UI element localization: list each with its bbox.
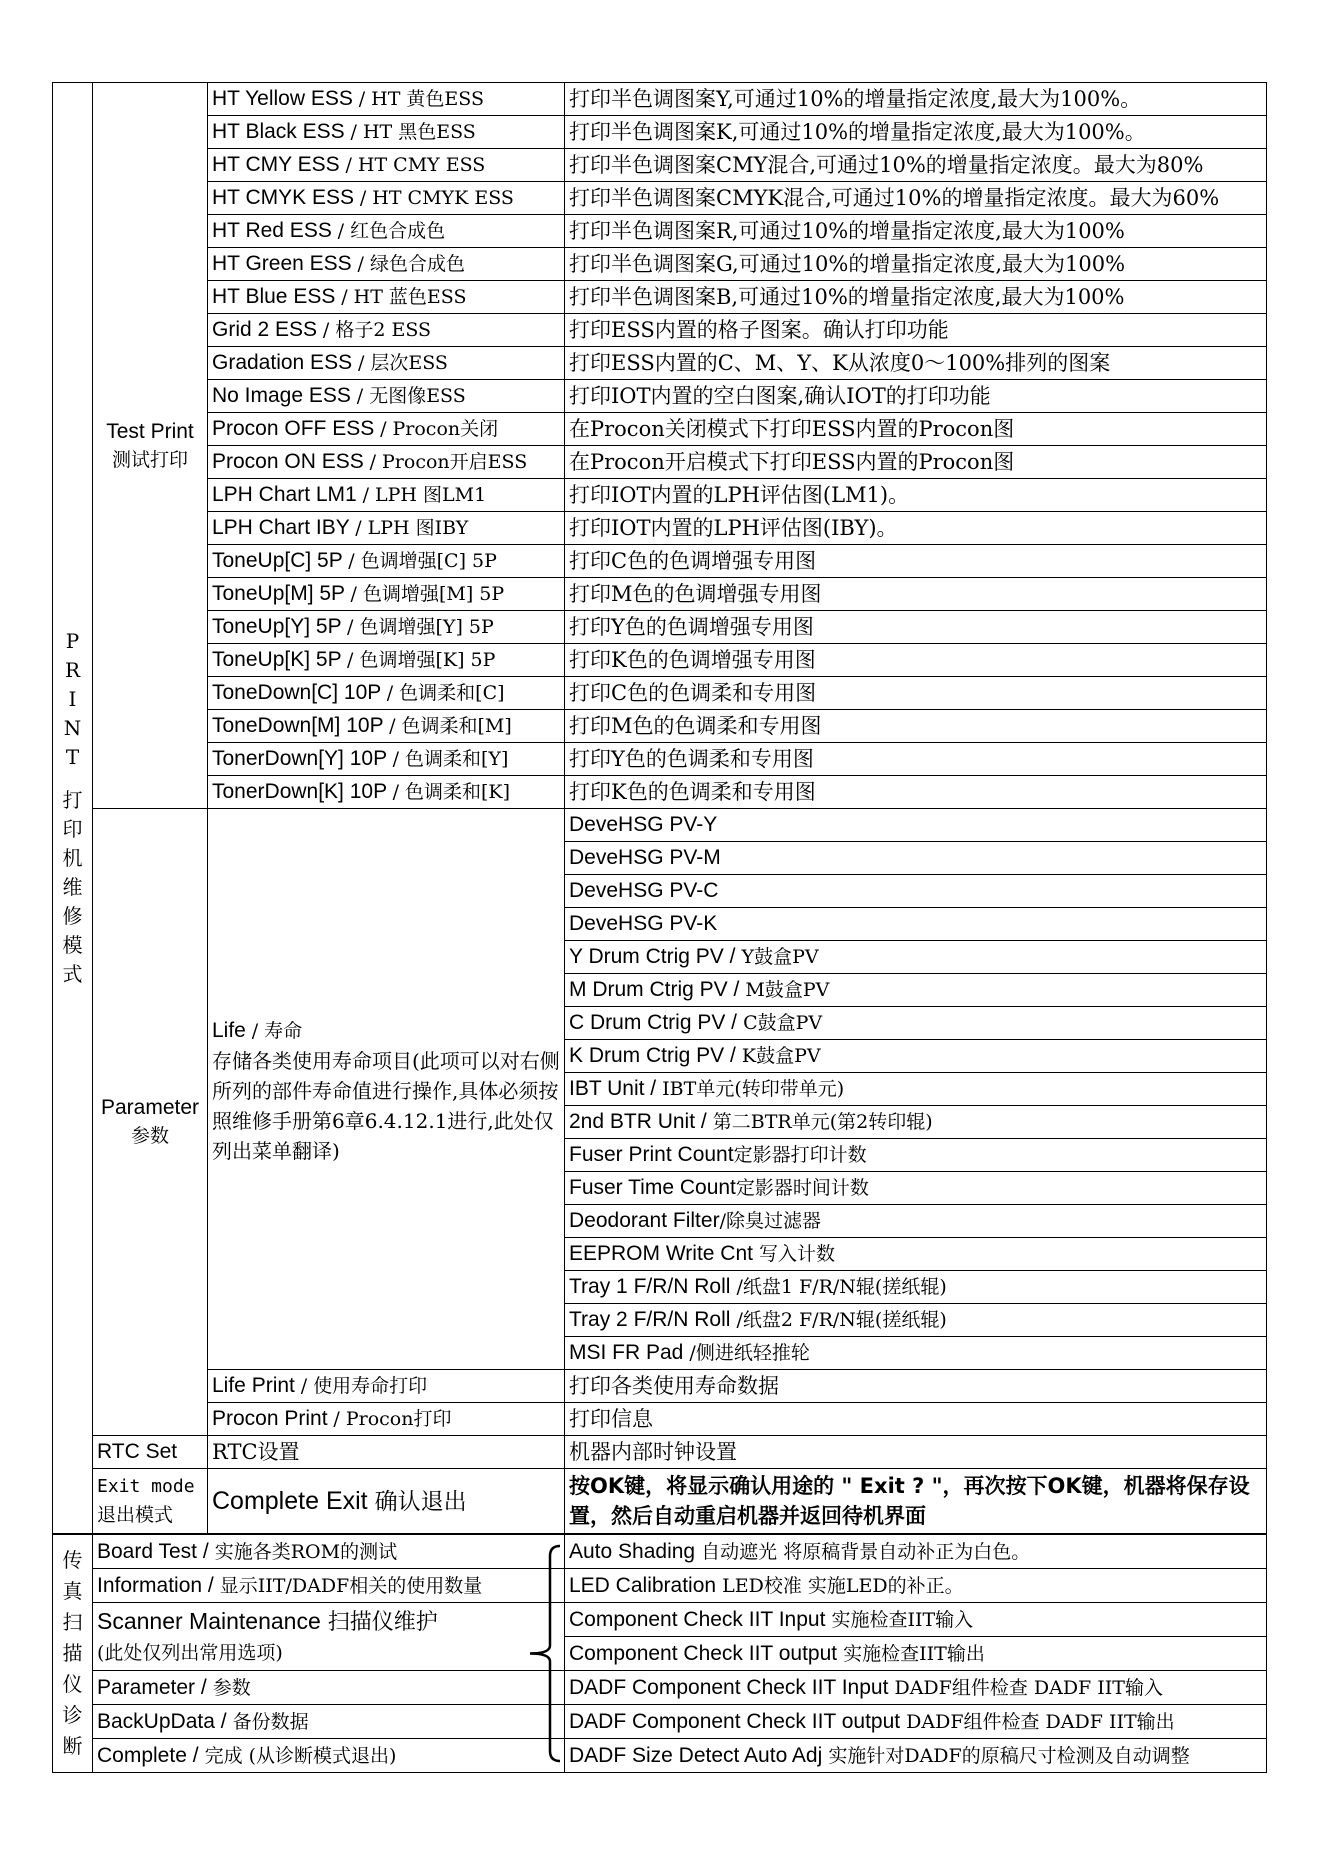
life-item <box>565 1073 1267 1106</box>
print-section-char: 打 <box>62 788 83 812</box>
menu-item-desc: 打印K色的色调柔和专用图 <box>565 776 1267 809</box>
menu-item-en: LPH Chart IBY <box>212 516 350 539</box>
life-item-zh: /除臭过滤器 <box>719 1210 821 1232</box>
menu-item-zh: / HT 黑色ESS <box>350 121 476 143</box>
test-print-row <box>53 710 1267 743</box>
menu-item-zh: / Procon关闭 <box>380 418 499 440</box>
menu-item-desc: 打印半色调图案Y,可通过10%的增量指定浓度,最大为100%。 <box>565 83 1267 116</box>
scanner-option-zh: DADF组件检查 DADF IIT输出 <box>900 1710 1175 1733</box>
menu-item <box>208 380 565 413</box>
print-section-char: 式 <box>62 962 83 986</box>
complete-exit-desc: 按OK键，将显示确认用途的 " Exit ? "，再次按下OK键，机器将保存设置，然后自动重启机器并返回待机界面 <box>565 1469 1267 1534</box>
life-menu <box>208 809 565 1370</box>
rtc-row <box>53 1436 1267 1469</box>
menu-item-en: HT Green ESS <box>212 252 352 275</box>
menu-item-zh: / 色调柔和[C] <box>386 682 505 704</box>
menu-item-zh: / HT 蓝色ESS <box>341 286 467 308</box>
life-item-en: K Drum Ctrig PV / <box>569 1044 736 1067</box>
diag-row <box>53 1569 1267 1603</box>
menu-item <box>208 644 565 677</box>
life-item-en: Fuser Print Count <box>569 1143 734 1166</box>
menu-item-en: HT CMYK ESS <box>212 186 354 209</box>
life-item <box>565 1304 1267 1337</box>
life-item-zh: 定影器打印计数 <box>733 1144 867 1166</box>
life-item-en: DeveHSG PV-K <box>569 912 718 935</box>
group-title-en: Exit mode <box>97 1476 195 1497</box>
fax-section-char: 断 <box>62 1734 83 1758</box>
test-print-row <box>53 248 1267 281</box>
menu-item <box>208 1403 565 1436</box>
test-print-row <box>53 116 1267 149</box>
menu-item-zh: / HT 黄色ESS <box>358 88 484 110</box>
scanner-option-en: LED Calibration <box>569 1573 717 1597</box>
print-section-char: 模 <box>62 933 83 957</box>
test-print-row <box>53 380 1267 413</box>
scanner-option <box>565 1637 1267 1671</box>
test-print-row <box>53 347 1267 380</box>
life-item <box>565 842 1267 875</box>
life-item <box>565 1172 1267 1205</box>
menu-item-desc: 打印半色调图案R,可通过10%的增量指定浓度,最大为100% <box>565 215 1267 248</box>
menu-item-desc: 在Procon开启模式下打印ESS内置的Procon图 <box>565 446 1267 479</box>
scanner-option-zh: 自动遮光 将原稿背景自动补正为白色。 <box>695 1540 1031 1563</box>
life-item-zh: /纸盘1 F/R/N辊(搓纸辊) <box>730 1276 947 1298</box>
fax-section-char: 真 <box>62 1579 83 1603</box>
test-print-row <box>53 611 1267 644</box>
test-print-row <box>53 644 1267 677</box>
menu-item-en: Procon ON ESS <box>212 450 364 473</box>
fax-section-char: 仪 <box>62 1672 83 1696</box>
test-print-row <box>53 578 1267 611</box>
life-item-zh: M鼓盒PV <box>739 979 830 1001</box>
test-print-row <box>53 479 1267 512</box>
life-description: 存储各类使用寿命项目(此项可以对右侧所列的部件寿命值进行操作,具体必须按照维修手册第6章6.4.12.1进行,此处仅列出菜单翻译) <box>212 1049 560 1163</box>
scanner-option-en: Component Check IIT Input <box>569 1607 826 1631</box>
menu-item <box>208 1370 565 1403</box>
menu-item <box>208 743 565 776</box>
scanner-option-en: DADF Component Check IIT Input <box>569 1675 889 1699</box>
menu-item <box>208 479 565 512</box>
menu-item-desc: 在Procon关闭模式下打印ESS内置的Procon图 <box>565 413 1267 446</box>
menu-item-en: Gradation ESS <box>212 351 353 374</box>
diag-item-zh: 完成 (从诊断模式退出) <box>198 1744 397 1767</box>
menu-item-en: ToneDown[M] 10P <box>212 714 384 737</box>
menu-item-en: Grid 2 ESS <box>212 318 318 341</box>
menu-item <box>208 611 565 644</box>
life-item-zh: K鼓盒PV <box>735 1045 821 1067</box>
test-print-row <box>53 743 1267 776</box>
menu-item-en: HT Black ESS <box>212 120 345 143</box>
life-item-en: DeveHSG PV-Y <box>569 813 718 836</box>
menu-item-en: Procon OFF ESS <box>212 417 375 440</box>
life-title <box>212 1016 560 1046</box>
print-section-char: 印 <box>62 817 83 841</box>
menu-item-desc: 打印ESS内置的C、M、Y、K从浓度0～100%排列的图案 <box>565 347 1267 380</box>
menu-item-desc: 打印C色的色调柔和专用图 <box>565 677 1267 710</box>
menu-item-zh: / 格子2 ESS <box>322 319 432 341</box>
scanner-option <box>565 1535 1267 1569</box>
life-item <box>565 1040 1267 1073</box>
menu-item <box>208 578 565 611</box>
menu-item-zh: / 无图像ESS <box>356 385 466 407</box>
life-item-en: Y Drum Ctrig PV / <box>569 945 736 968</box>
scanner-option <box>565 1671 1267 1705</box>
life-item-en: Tray 2 F/R/N Roll <box>569 1308 731 1331</box>
menu-item-desc: 打印ESS内置的格子图案。确认打印功能 <box>565 314 1267 347</box>
test-print-row <box>53 149 1267 182</box>
test-print-row <box>53 413 1267 446</box>
diag-item-en: Complete / <box>97 1743 199 1767</box>
life-print-row <box>53 1370 1267 1403</box>
life-item <box>565 908 1267 941</box>
life-item <box>565 875 1267 908</box>
diag-menu-item <box>93 1671 565 1705</box>
test-print-row <box>53 512 1267 545</box>
fax-section-char: 诊 <box>62 1703 83 1727</box>
menu-item-desc: 打印IOT内置的LPH评估图(LM1)。 <box>565 479 1267 512</box>
menu-item-zh: / 色调增强[M] 5P <box>350 583 505 605</box>
diag-row <box>53 1671 1267 1705</box>
menu-item-desc: 打印半色调图案CMY混合,可通过10%的增量指定浓度。最大为80% <box>565 149 1267 182</box>
test-print-row <box>53 281 1267 314</box>
scanner-option <box>565 1739 1267 1773</box>
diag-item-zh: 备份数据 <box>226 1710 309 1733</box>
menu-item-en: Procon Print <box>212 1407 328 1430</box>
scanner-option-zh: 实施检查IIT输出 <box>837 1642 985 1665</box>
scanner-option <box>565 1569 1267 1603</box>
print-section-char: 修 <box>62 904 83 928</box>
life-item-zh: Y鼓盒PV <box>735 946 819 968</box>
diag-item-zh: 扫描仪维护 <box>320 1609 438 1635</box>
menu-item-desc: 打印各类使用寿命数据 <box>565 1370 1267 1403</box>
diag-item-zh: 实施各类ROM的测试 <box>208 1540 398 1563</box>
menu-item-zh: / LPH 图IBY <box>355 517 469 539</box>
menu-item <box>208 281 565 314</box>
menu-item-zh: / 色调增强[C] 5P <box>348 550 497 572</box>
life-row <box>53 809 1267 842</box>
print-section-label <box>53 83 93 1534</box>
diag-menu-item <box>93 1535 565 1569</box>
menu-item-en: HT Yellow ESS <box>212 87 353 110</box>
print-section-letter: I <box>68 687 77 711</box>
group-title-en: Parameter <box>100 1096 200 1119</box>
group-title-zh: 参数 <box>130 1125 169 1147</box>
diag-item-en: Parameter / <box>97 1675 207 1699</box>
menu-item <box>208 248 565 281</box>
menu-item-desc: 打印Y色的色调柔和专用图 <box>565 743 1267 776</box>
life-item-zh: IBT单元(转印带单元) <box>656 1078 845 1100</box>
print-maintenance-table <box>52 82 1267 1534</box>
group-title-zh: 退出模式 <box>97 1504 174 1526</box>
menu-item-zh: / 层次ESS <box>357 352 448 374</box>
menu-item <box>208 446 565 479</box>
scanner-option-zh: 实施针对DADF的原稿尺寸检测及自动调整 <box>822 1744 1190 1767</box>
diag-menu-item <box>93 1739 565 1773</box>
life-item-zh: /纸盘2 F/R/N辊(搓纸辊) <box>730 1309 947 1331</box>
scanner-diagnostic-table <box>52 1534 1267 1773</box>
fax-section-char: 描 <box>62 1641 83 1665</box>
print-section-letter: T <box>65 745 80 769</box>
service-mode-table <box>52 82 1266 1773</box>
life-item-en: Tray 1 F/R/N Roll <box>569 1275 731 1298</box>
life-item-zh: 第二BTR单元(第2转印辊) <box>706 1111 933 1133</box>
menu-item-desc: 打印C色的色调增强专用图 <box>565 545 1267 578</box>
group-title-zh: 测试打印 <box>111 448 188 471</box>
menu-item-en: LPH Chart LM1 <box>212 483 357 506</box>
test-print-row <box>53 677 1267 710</box>
life-item-zh: C鼓盒PV <box>737 1012 823 1034</box>
life-item <box>565 1337 1267 1370</box>
life-item-en: DeveHSG PV-C <box>569 879 719 902</box>
menu-item-zh: / 色调柔和[K] <box>392 781 511 803</box>
menu-item-zh: / 色调增强[Y] 5P <box>347 616 494 638</box>
menu-item-zh: / 使用寿命打印 <box>300 1375 428 1397</box>
life-item-en: M Drum Ctrig PV / <box>569 978 740 1001</box>
menu-item-zh: / Procon打印 <box>333 1408 452 1430</box>
diag-item-zh: 显示IIT/DADF相关的使用数量 <box>213 1574 483 1597</box>
diag-row <box>53 1705 1267 1739</box>
scanner-option <box>565 1705 1267 1739</box>
menu-item <box>208 710 565 743</box>
menu-item-desc: 打印半色调图案G,可通过10%的增量指定浓度,最大为100% <box>565 248 1267 281</box>
menu-item-en: ToneUp[M] 5P <box>212 582 345 605</box>
menu-item <box>208 545 565 578</box>
test-print-group <box>93 83 208 809</box>
life-title-zh: / 寿命 <box>251 1020 303 1042</box>
diag-row <box>53 1603 1267 1637</box>
life-item-en: Fuser Time Count <box>569 1176 736 1199</box>
menu-item <box>208 182 565 215</box>
menu-item <box>208 512 565 545</box>
menu-item <box>208 83 565 116</box>
menu-item-en: ToneUp[K] 5P <box>212 648 342 671</box>
life-item <box>565 1007 1267 1040</box>
test-print-row <box>53 215 1267 248</box>
life-item-zh: /侧进纸轻推轮 <box>683 1342 810 1364</box>
life-item-en: IBT Unit / <box>569 1077 657 1100</box>
print-section-letter: R <box>64 658 81 682</box>
fax-section-label <box>53 1535 93 1773</box>
life-item <box>565 974 1267 1007</box>
parameter-group <box>93 809 208 1436</box>
menu-item-desc: 打印半色调图案CMYK混合,可通过10%的增量指定浓度。最大为60% <box>565 182 1267 215</box>
diag-menu-item <box>93 1569 565 1603</box>
life-item-en: EEPROM Write Cnt <box>569 1242 753 1265</box>
print-section-letter: P <box>65 629 80 653</box>
menu-item-en: TonerDown[Y] 10P <box>212 747 387 770</box>
procon-print-row <box>53 1403 1267 1436</box>
menu-item <box>208 116 565 149</box>
rtc-desc: 机器内部时钟设置 <box>565 1436 1267 1469</box>
diag-item-en: Information / <box>97 1573 214 1597</box>
diag-row <box>53 1535 1267 1569</box>
life-item <box>565 1205 1267 1238</box>
test-print-row <box>53 314 1267 347</box>
menu-item-en: ToneUp[C] 5P <box>212 549 343 572</box>
life-item-en: DeveHSG PV-M <box>569 846 721 869</box>
diag-menu-item <box>93 1603 565 1671</box>
fax-section-char: 扫 <box>62 1610 83 1634</box>
scanner-option-en: Auto Shading <box>569 1539 696 1563</box>
menu-item-zh: / 绿色合成色 <box>357 253 465 275</box>
scanner-option-zh: LED校准 实施LED的补正。 <box>716 1574 964 1597</box>
group-title-en: Test Print <box>106 419 194 443</box>
life-item-en: MSI FR Pad <box>569 1341 684 1364</box>
menu-item <box>208 215 565 248</box>
life-item <box>565 1271 1267 1304</box>
diag-item-en: Scanner Maintenance <box>97 1607 321 1634</box>
menu-item-en: TonerDown[K] 10P <box>212 780 387 803</box>
life-item <box>565 1238 1267 1271</box>
menu-item-zh: / Procon开启ESS <box>369 451 528 473</box>
exit-group <box>93 1469 208 1534</box>
menu-item <box>208 314 565 347</box>
menu-item-zh: / 色调柔和[Y] <box>392 748 509 770</box>
menu-item <box>208 347 565 380</box>
menu-item-desc: 打印IOT内置的LPH评估图(IBY)。 <box>565 512 1267 545</box>
menu-item-zh: / 红色合成色 <box>337 220 446 242</box>
menu-item-desc: 打印M色的色调增强专用图 <box>565 578 1267 611</box>
spacer <box>53 772 92 786</box>
menu-item-zh: / HT CMYK ESS <box>359 187 514 209</box>
test-print-row <box>53 545 1267 578</box>
rtc-label: RTC Set <box>93 1436 208 1469</box>
life-item <box>565 1106 1267 1139</box>
menu-item <box>208 776 565 809</box>
scanner-option-en: DADF Size Detect Auto Adj <box>569 1743 823 1767</box>
print-section-char: 机 <box>62 846 83 870</box>
life-item-zh: 写入计数 <box>752 1243 836 1265</box>
menu-item-en: ToneUp[Y] 5P <box>212 615 342 638</box>
complete-exit-item <box>208 1469 565 1534</box>
print-section-letter: N <box>63 716 82 740</box>
menu-item-zh: / 色调柔和[M] <box>389 715 512 737</box>
menu-item-desc: 打印K色的色调增强专用图 <box>565 644 1267 677</box>
fax-section-char: 传 <box>62 1548 83 1572</box>
life-item-en: 2nd BTR Unit / <box>569 1110 707 1133</box>
complete-exit-zh: 确认退出 <box>374 1488 467 1515</box>
test-print-row <box>53 446 1267 479</box>
scanner-option-en: Component Check IIT output <box>569 1641 838 1665</box>
diag-item-en: BackUpData / <box>97 1709 227 1733</box>
menu-item-en: ToneDown[C] 10P <box>212 681 381 704</box>
menu-item-desc: 打印M色的色调柔和专用图 <box>565 710 1267 743</box>
menu-item <box>208 413 565 446</box>
life-title-en: Life <box>212 1019 246 1042</box>
scanner-option-en: DADF Component Check IIT output <box>569 1709 901 1733</box>
scanner-option-zh: DADF组件检查 DADF IIT输入 <box>888 1676 1163 1699</box>
diag-item-en: Board Test / <box>97 1539 209 1563</box>
menu-item-en: Life Print <box>212 1374 295 1397</box>
complete-exit-en: Complete Exit <box>212 1486 368 1515</box>
diag-item-note: (此处仅列出常用选项) <box>97 1641 283 1664</box>
scanner-option <box>565 1603 1267 1637</box>
menu-item-en: HT CMY ESS <box>212 153 340 176</box>
scanner-option-zh: 实施检查IIT输入 <box>825 1608 974 1631</box>
diag-row <box>53 1739 1267 1773</box>
menu-item-desc: 打印半色调图案K,可通过10%的增量指定浓度,最大为100%。 <box>565 116 1267 149</box>
print-section-char: 维 <box>62 875 83 899</box>
life-item <box>565 941 1267 974</box>
test-print-row <box>53 182 1267 215</box>
menu-item <box>208 149 565 182</box>
life-item <box>565 1139 1267 1172</box>
diag-menu-item <box>93 1705 565 1739</box>
menu-item-en: HT Blue ESS <box>212 285 336 308</box>
test-print-row <box>53 776 1267 809</box>
diag-item-zh: 参数 <box>206 1676 251 1699</box>
menu-item-zh: / 色调增强[K] 5P <box>347 649 496 671</box>
life-item-en: C Drum Ctrig PV / <box>569 1011 738 1034</box>
menu-item-zh: / HT CMY ESS <box>345 154 486 176</box>
life-item-en: Deodorant Filter <box>569 1209 720 1232</box>
menu-item <box>208 677 565 710</box>
menu-item-desc: 打印Y色的色调增强专用图 <box>565 611 1267 644</box>
menu-item-desc: 打印IOT内置的空白图案,确认IOT的打印功能 <box>565 380 1267 413</box>
menu-item-desc: 打印半色调图案B,可通过10%的增量指定浓度,最大为100% <box>565 281 1267 314</box>
life-item <box>565 809 1267 842</box>
menu-item-en: No Image ESS <box>212 384 351 407</box>
test-print-row <box>53 83 1267 116</box>
menu-item-en: HT Red ESS <box>212 219 332 242</box>
rtc-zh: RTC设置 <box>208 1436 565 1469</box>
life-item-zh: 定影器时间计数 <box>735 1177 869 1199</box>
menu-item-zh: / LPH 图LM1 <box>362 484 487 506</box>
exit-row <box>53 1469 1267 1534</box>
menu-item-desc: 打印信息 <box>565 1403 1267 1436</box>
